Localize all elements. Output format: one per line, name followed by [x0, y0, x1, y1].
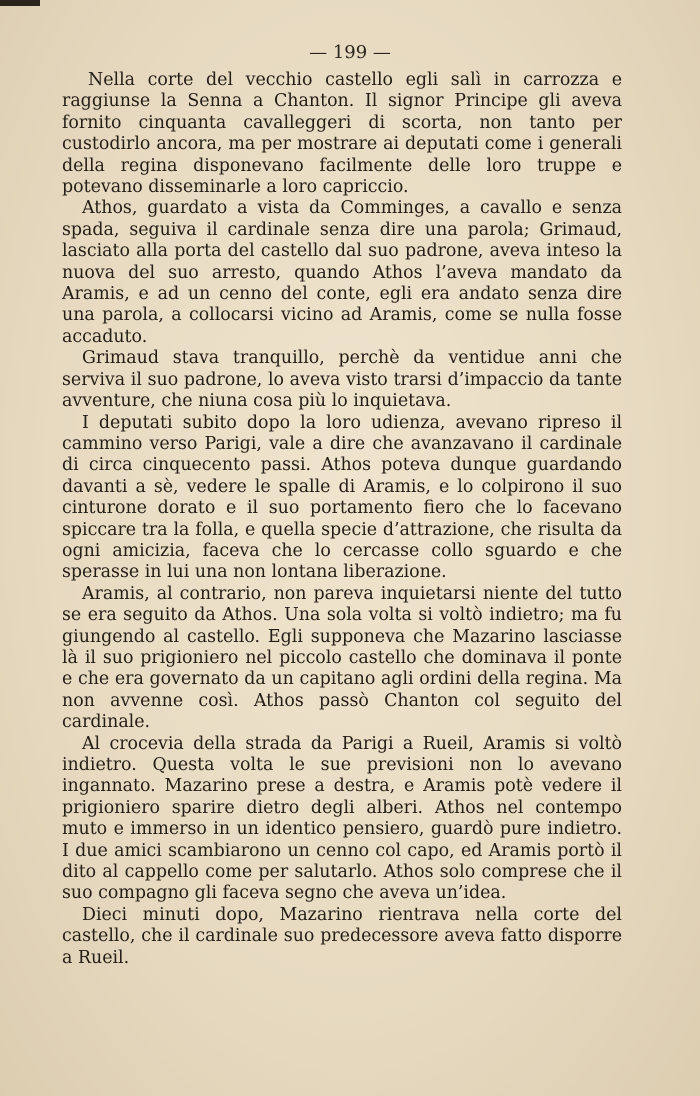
paragraph: Nella corte del vecchio castello egli salì in carrozza e raggiunse la Senna a Chanton. Il signor Principe gli aveva fornito cinquanta cavalleggeri di scorta, non tanto per custodirlo ancora, ma per mostrare ai deputati come i generali della regina disponevano facilmente delle loro truppe e potevano disseminarle a loro capriccio. [62, 70, 622, 198]
body-text [62, 70, 622, 969]
paragraph: Al crocevia della strada da Parigi a Rueil, Aramis si voltò indietro. Questa volta le sue previsioni non lo avevano ingannato. Mazarino prese a destra, e Aramis potè vedere il prigioniero sparire dietro degli alberi. Athos nel contempo muto e immerso in un identico pensiero, guardò pure indietro. I due amici scambiarono un cenno col capo, ed Aramis portò il dito al cappello come per salutarlo. Athos solo comprese che il suo compagno gli faceva segno che aveva un’idea. [62, 733, 622, 904]
paragraph: Athos, guardato a vista da Comminges, a cavallo e senza spada, seguiva il cardinale senza dire una parola; Grimaud, lasciato alla porta del castello dal suo padrone, aveva inteso la nuova del suo arresto, quando Athos l’aveva mandato da Aramis, e ad un cenno del conte, egli era andato senza dire una parola, a collocarsi vicino ad Aramis, come se nulla fosse accaduto. [62, 198, 622, 347]
page-number: — 199 — [309, 42, 391, 63]
paragraph: Aramis, al contrario, non pareva inquietarsi niente del tutto se era seguito da Athos. Una sola volta si voltò indietro; ma fu giungendo al castello. Egli supponeva che Mazarino lasciasse là il suo prigioniero nel piccolo castello che dominava il ponte e che era governato da un capitano agli ordini della regina. Ma non avvenne così. Athos passò Chanton col seguito del cardinale. [62, 583, 622, 733]
paragraph: I deputati subito dopo la loro udienza, avevano ripreso il cammino verso Parigi, vale a dire che avanzavano il cardinale di circa cinquecento passi. Athos poteva dunque guardando davanti a sè, vedere le spalle di Aramis, e lo colpirono il suo cinturone dorato e il suo portamento fiero che lo facevano spiccare tra la folla, e quella specie d’attrazione, che risulta da ogni amicizia, faceva che lo cercasse collo sguardo e che sperasse in lui una non lontana liberazione. [62, 412, 622, 583]
paragraph: Grimaud stava tranquillo, perchè da ventidue anni che serviva il suo padrone, lo aveva visto trarsi d’impaccio da tante avventure, che niuna cosa più lo inquietava. [62, 348, 622, 412]
paragraph: Dieci minuti dopo, Mazarino rientrava nella corte del castello, che il cardinale suo predecessore aveva fatto disporre a Rueil. [62, 904, 622, 968]
